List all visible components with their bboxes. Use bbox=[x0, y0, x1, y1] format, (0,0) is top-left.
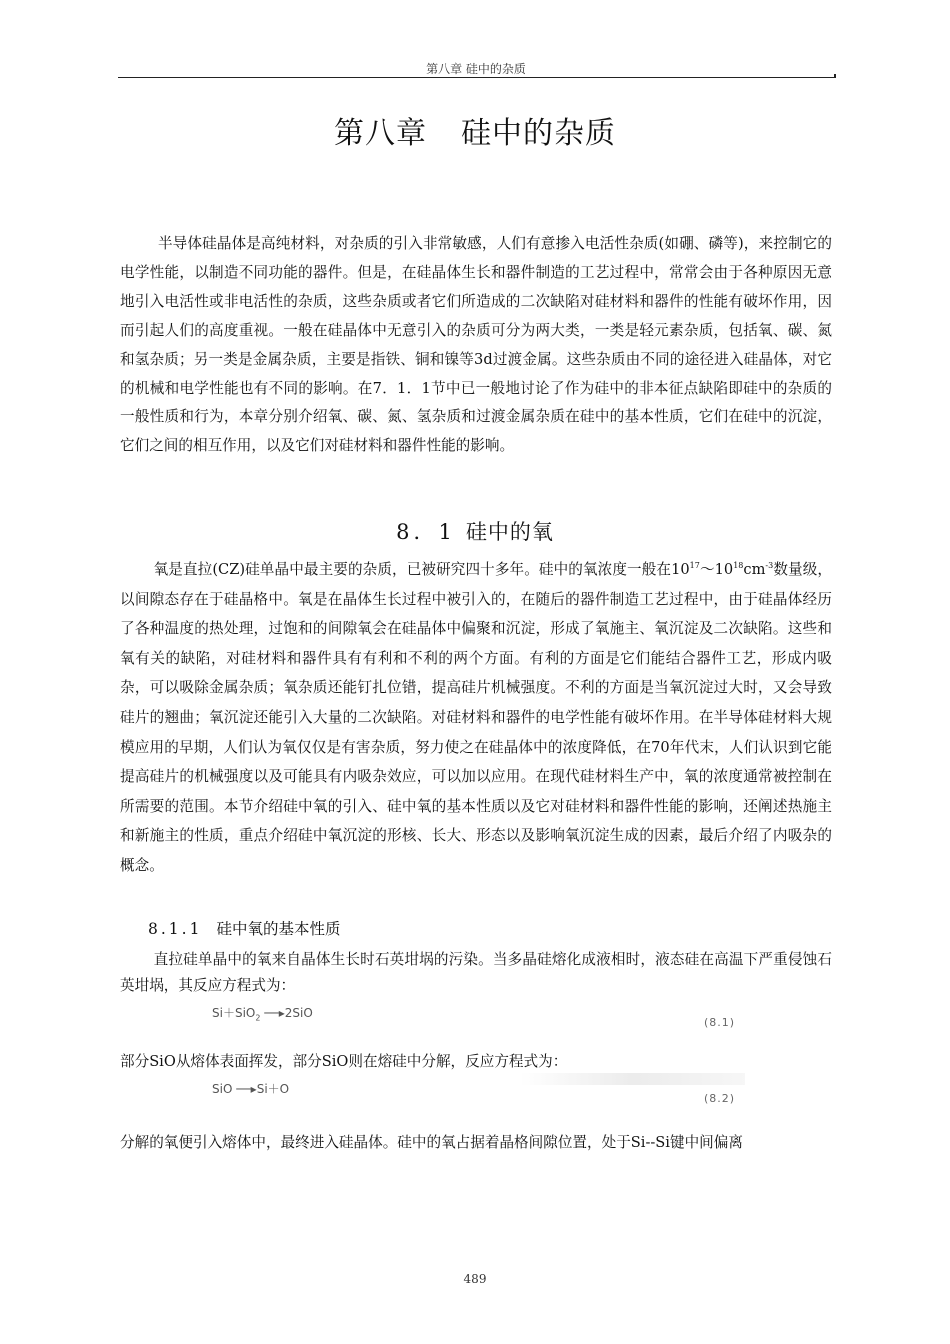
equation-label-8-2: (8.2) bbox=[704, 1092, 736, 1105]
text-after-eq2: 分解的氧便引入熔体中，最终进入硅晶体。硅中的氧占据着晶格间隙位置，处于Si--Si键中间偏离 bbox=[120, 1134, 743, 1151]
exponent-17: 17 bbox=[689, 561, 700, 570]
exponent-18: 18 bbox=[733, 561, 744, 570]
arrow-icon: ──▸ bbox=[232, 1082, 257, 1096]
header-rule bbox=[118, 77, 834, 78]
equation-8-2 bbox=[212, 1080, 289, 1097]
eq1-rhs: 2SiO bbox=[284, 1006, 313, 1020]
header-rule-tick bbox=[834, 74, 836, 78]
subsection-paragraph: 直拉硅单晶中的氧来自晶体生长时石英坩埚的污染。当多晶硅熔化成液相时，液态硅在高温下严重侵蚀石英坩埚，其反应方程式为： bbox=[120, 951, 832, 994]
section-paragraph-text-b: ～10 bbox=[699, 561, 734, 578]
section-paragraph bbox=[120, 555, 832, 881]
page-number: 489 bbox=[463, 1272, 487, 1286]
subsection-heading bbox=[148, 917, 340, 939]
text-after-eq1: 部分SiO从熔体表面挥发，部分SiO则在熔硅中分解，反应方程式为： bbox=[120, 1053, 568, 1070]
eq2-rhs: Si＋O bbox=[256, 1082, 290, 1096]
chapter-number: 第八章 bbox=[334, 116, 427, 151]
subsection-number: 8.1.1 bbox=[148, 920, 203, 938]
unit-cm: cm bbox=[743, 561, 766, 578]
section-paragraph-text-a: 氧是直拉(CZ)硅单晶中最主要的杂质，已被研究四十多年。硅中的氧浓度一般在10 bbox=[153, 561, 690, 578]
section-paragraph-text-c: 数量级，以间隙态存在于硅晶格中。氧是在晶体生长过程中被引入的，在随后的器件制造工艺过程中，由于硅晶体经历了各种温度的热处理，过饱和的间隙氧会在硅晶体中偏聚和沉淀，形成了氧施主、氧沉淀及二次缺陷。这些和氧有关的缺陷，对硅材料和器件具有有利和不利的两个方面。有利的方面是它们能结合器件工艺，形成内吸杂，可以吸除金属杂质；氧杂质还能钉扎位错，提高硅片机械强度。不利的方面是当氧沉淀过大时，又会导致硅片的翘曲；氧沉淀还能引入大量的二次缺陷。对硅材料和器件的电学性能有破坏作用。在半导体硅材料大规模应用的早期，人们认为氧仅仅是有害杂质，努力使之在硅晶体中的浓度降低，在70年代末，人们认识到它能提高硅片的机械强度以及可能具有内吸杂效应，可以加以应用。在现代硅材料生产中，氧的浓度通常被控制在所需要的范围。本节介绍硅中氧的引入、硅中氧的基本性质以及它对硅材料和器件性能的影响，还阐述热施主和新施主的性质，重点介绍硅中氧沉淀的形核、长大、形态以及影响氧沉淀生成的因素，最后介绍了内吸杂的概念。 bbox=[120, 561, 832, 874]
eq1-subscript: 2 bbox=[255, 1013, 261, 1023]
subsection-name: 硅中氧的基本性质 bbox=[216, 920, 341, 938]
chapter-name: 硅中的杂质 bbox=[461, 116, 616, 151]
section-name: 硅中的氧 bbox=[465, 520, 554, 544]
chapter-title bbox=[0, 108, 950, 152]
intro-paragraph: 半导体硅晶体是高纯材料，对杂质的引入非常敏感，人们有意掺入电活性杂质(如硼、磷等)，来控制它的电学性能，以制造不同功能的器件。但是，在硅晶体生长和器件制造的工艺过程中，常常会由于各种原因无意地引入电活性或非电活性的杂质，这些杂质或者它们所造成的二次缺陷对硅材料和器件的性能有破坏作用，因而引起人们的高度重视。一般在硅晶体中无意引入的杂质可分为两大类，一类是轻元素杂质，包括氧、碳、氮和氢杂质；另一类是金属杂质，主要是指铁、铜和镍等3d过渡金属。这些杂质由不同的途径进入硅晶体，对它的机械和电学性能也有不同的影响。在7．1．1节中已一般地讨论了作为硅中的非本征点缺陷即硅中的杂质的一般性质和行为，本章分别介绍氧、碳、氮、氢杂质和过渡金属杂质在硅中的基本性质，它们在硅中的沉淀，它们之间的相互作用，以及它们对硅材料和器件性能的影响。 bbox=[120, 235, 832, 455]
scan-smudge bbox=[520, 1073, 745, 1085]
arrow-icon: ──▸ bbox=[260, 1006, 285, 1020]
equation-8-1 bbox=[212, 1004, 313, 1022]
eq1-lhs: Si＋SiO bbox=[212, 1006, 256, 1020]
section-heading bbox=[0, 516, 950, 546]
equation-label-8-1: (8.1) bbox=[704, 1016, 736, 1029]
exponent-minus-3: -3 bbox=[765, 561, 774, 570]
section-number: 8．1 bbox=[396, 520, 456, 544]
running-header: 第八章 硅中的杂质 bbox=[426, 62, 526, 76]
eq2-lhs: SiO bbox=[212, 1082, 233, 1096]
